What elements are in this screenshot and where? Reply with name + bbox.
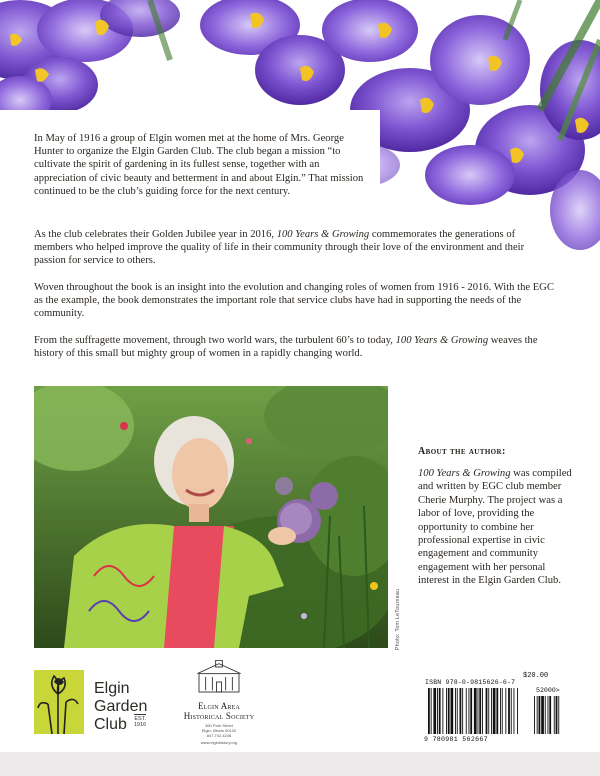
barcode-bar	[491, 688, 492, 734]
barcode-bar	[488, 688, 489, 734]
elgin-historical-society-logo	[180, 660, 258, 745]
addon-bar	[541, 696, 544, 734]
addon-bar	[558, 696, 559, 734]
roles-paragraph: Woven throughout the book is an insight into the evolution and changing roles of women from 1916 - 2016. With the EGC as the example, the book demonstrates the important role that service clubs have had in supporting the needs of the community.	[34, 282, 554, 320]
book-title-italic: 100 Years & Growing	[395, 335, 489, 346]
barcode-bar	[428, 688, 430, 734]
history-paragraph	[34, 334, 554, 360]
barcode-bar	[474, 688, 477, 734]
intro-paragraph: In May of 1916 a group of Elgin women met at the home of Mrs. George Hunter to organize the Elgin Garden Club. The club began a mission “to cultivate the spirit of gardening in its fullest sense, together with an appreciation of civic beauty and betterment in and about Elgin.” That mission continued to be the club’s guiding force for the next century.	[34, 133, 364, 197]
price-addon-code: 52000>	[536, 687, 560, 694]
barcode-bar	[517, 688, 518, 734]
barcode-bar	[457, 688, 458, 734]
egc-est-badge	[134, 714, 146, 728]
egc-est-year: 1916	[134, 722, 147, 728]
barcode-bar	[448, 688, 450, 734]
history-text-before: From the suffragette movement, through two world wars, the turbulent 60’s to today,	[34, 335, 396, 346]
addon-bar	[537, 696, 538, 734]
barcode-bar	[493, 688, 496, 734]
addon-bar	[554, 696, 555, 734]
book-title-italic: 100 Years & Growing	[418, 468, 511, 479]
history-text-after: weaves the history of this small but mighty group of women in a rapidly changing world.	[34, 335, 538, 360]
addon-bar	[534, 696, 535, 734]
book-title-italic: 100 Years & Growing	[276, 229, 370, 240]
addon-bar	[556, 696, 558, 734]
barcode-bar	[451, 688, 454, 734]
about-author-text	[418, 467, 578, 588]
photo-credit-text: Photo: Tom LeTourneau	[395, 588, 401, 650]
barcode-bar	[511, 688, 512, 734]
barcode-bar	[442, 688, 443, 734]
barcode-bar	[502, 688, 503, 734]
barcode-bar	[433, 688, 436, 734]
barcode-bar	[479, 688, 481, 734]
addon-bar	[549, 696, 551, 734]
author-photo	[34, 386, 388, 648]
about-author-section	[418, 446, 578, 588]
bottom-margin-bar	[0, 752, 600, 776]
barcode-bar	[462, 688, 463, 734]
isbn-label: ISBN 978-0-9815626-6-7	[425, 679, 516, 686]
jubilee-text-after: commemorates the generations of members who helped improve the quality of life in their community through their love of the environment and their passion for service to others.	[34, 229, 525, 267]
barcode-bar	[466, 688, 467, 734]
barcode-bar	[460, 688, 462, 734]
barcode-bar	[431, 688, 432, 734]
ehs-name: Elgin Area Historical Society	[183, 701, 255, 721]
barcode-bar	[486, 688, 488, 734]
ehs-website: www.elginhistory.org	[200, 740, 238, 745]
ehs-address: 360 Park Street Elgin, Illinois 60120 847.742.4248	[201, 723, 237, 738]
jubilee-text-before: As the club celebrates their Golden Jubilee year in 2016,	[34, 229, 277, 240]
barcode-bar	[437, 688, 438, 734]
egc-est-label: EST.	[134, 716, 146, 722]
garden-photo-image	[34, 386, 388, 648]
barcode-bar	[478, 688, 479, 734]
barcode-bar	[496, 688, 498, 734]
barcode-bar	[439, 688, 441, 734]
jubilee-paragraph	[34, 228, 554, 268]
price-label: $20.00	[523, 672, 549, 680]
barcode-bar	[508, 688, 510, 734]
historical-building-icon	[194, 660, 244, 694]
addon-bar	[545, 696, 546, 734]
barcode-bar	[505, 688, 506, 734]
about-author-heading: About the author:	[418, 446, 506, 457]
about-author-body: was compiled and written by EGC club member Cherie Murphy. The project was a labor of love, providing the opportunity to combine her professional expertise in civic engagement and community engagement with her personal interest in the Elgin Garden Club.	[418, 468, 572, 587]
barcode-bar	[446, 688, 447, 734]
barcode-bar	[470, 688, 472, 734]
egc-word-club: Club	[94, 716, 127, 733]
barcode-bar	[455, 688, 456, 734]
egc-word-garden: Garden	[94, 698, 148, 715]
barcode-bar	[500, 688, 501, 734]
iris-flowers-image	[0, 0, 600, 260]
barcode-bar	[482, 688, 483, 734]
barcode-bar	[469, 688, 470, 734]
addon-bar	[548, 696, 549, 734]
photo-credit	[395, 560, 407, 650]
barcode-bar	[514, 688, 515, 734]
egc-word-elgin: Elgin	[94, 680, 130, 697]
addon-bar	[539, 696, 541, 734]
ean-digits: 9 780981 562667	[424, 736, 488, 743]
